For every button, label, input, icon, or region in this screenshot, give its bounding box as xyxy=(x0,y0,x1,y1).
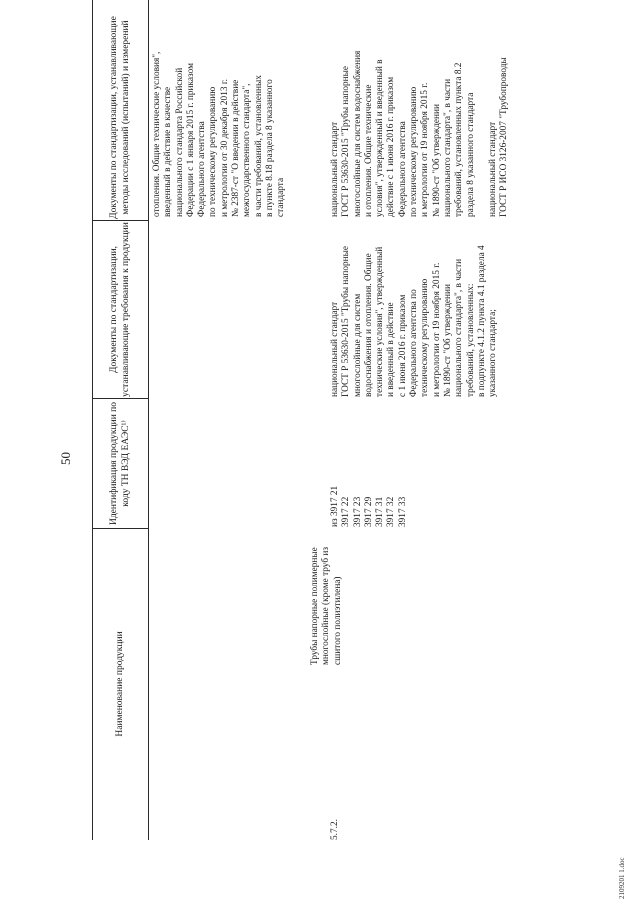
continuation-methods-text: отопления. Общие технические условия", введенный в действие в качестве национального стандарта Российской Федерации с 1 января 2015 г. приказом Федерального агентства по техническому регулированию и метрологии от 30 декабря 2013 г. № 2387-ст "О введении в действие межгосударственного стандарта", в части требований, установленных в пункте 8.18 раздела 8 указанного стандарта xyxy=(152,51,287,217)
methods-standard-text: национальный стандарт ГОСТ Р 53630-2015 "Трубы напорные многослойные для систем водоснабжения и отопления. Общие технические условия", утвержденный и введенный в действие с 1 июня 2016 г. приказом Федерального агентства по техническому регулированию и метрологии от 19 ноября 2015 г. № 1890-ст "Об утверждении национального стандарта", в части требований, установленных пункта 8.2 раздела 8 указанного стандарта национальный стандарт ГОСТ Р ИСО 3126-2007 "Трубопроводы xyxy=(330,50,510,217)
page-number: 50 xyxy=(58,452,73,465)
product-code: 3917 29 xyxy=(363,496,374,527)
product-name: Трубы напорные полимерные многослойные (кроме труб из сшитого полиэтилена) xyxy=(310,546,343,665)
product-code: 3917 23 xyxy=(352,496,363,527)
header-bottom-border xyxy=(148,0,149,840)
header-cell-code: Идентификация продукции по коду ТН ВЭД ЕАЭС¹⁾ xyxy=(109,401,131,526)
product-code: 3917 31 xyxy=(375,496,386,527)
product-code: 3917 32 xyxy=(386,496,397,527)
product-code: 3917 22 xyxy=(341,496,352,527)
row-number: 5.7.2. xyxy=(330,819,340,840)
product-code-list xyxy=(330,407,409,527)
requirements-standard-text: национальный стандарт ГОСТ Р 53630-2015 "Трубы напорные многослойные для систем водоснабжения и отопления. Общие технические условия", утвержденный и введенный в действие с 1 июня 2016 г. приказом Федерального агентства по техническому регулированию и метрологии от 19 ноября 2015 г. № 1890-ст "Об утверждении национального стандарта", в части требований, установленных: в подпункте 4.1.2 пункта 4.1 раздела 4 указанного стандарта; xyxy=(330,245,499,397)
product-code: из 3917 21 xyxy=(330,485,340,527)
header-cell-name: Наименование продукции xyxy=(114,631,125,737)
product-code: 3917 33 xyxy=(397,496,408,527)
file-footer: 2109201 1.doc xyxy=(618,857,626,899)
header-cell-requirements: Документы по стандартизации, устанавливающие требования к продукции xyxy=(109,222,131,397)
header-cell-methods: Документы по стандартизации, устанавливающие методы исследований (испытаний) и измерений xyxy=(109,16,131,219)
